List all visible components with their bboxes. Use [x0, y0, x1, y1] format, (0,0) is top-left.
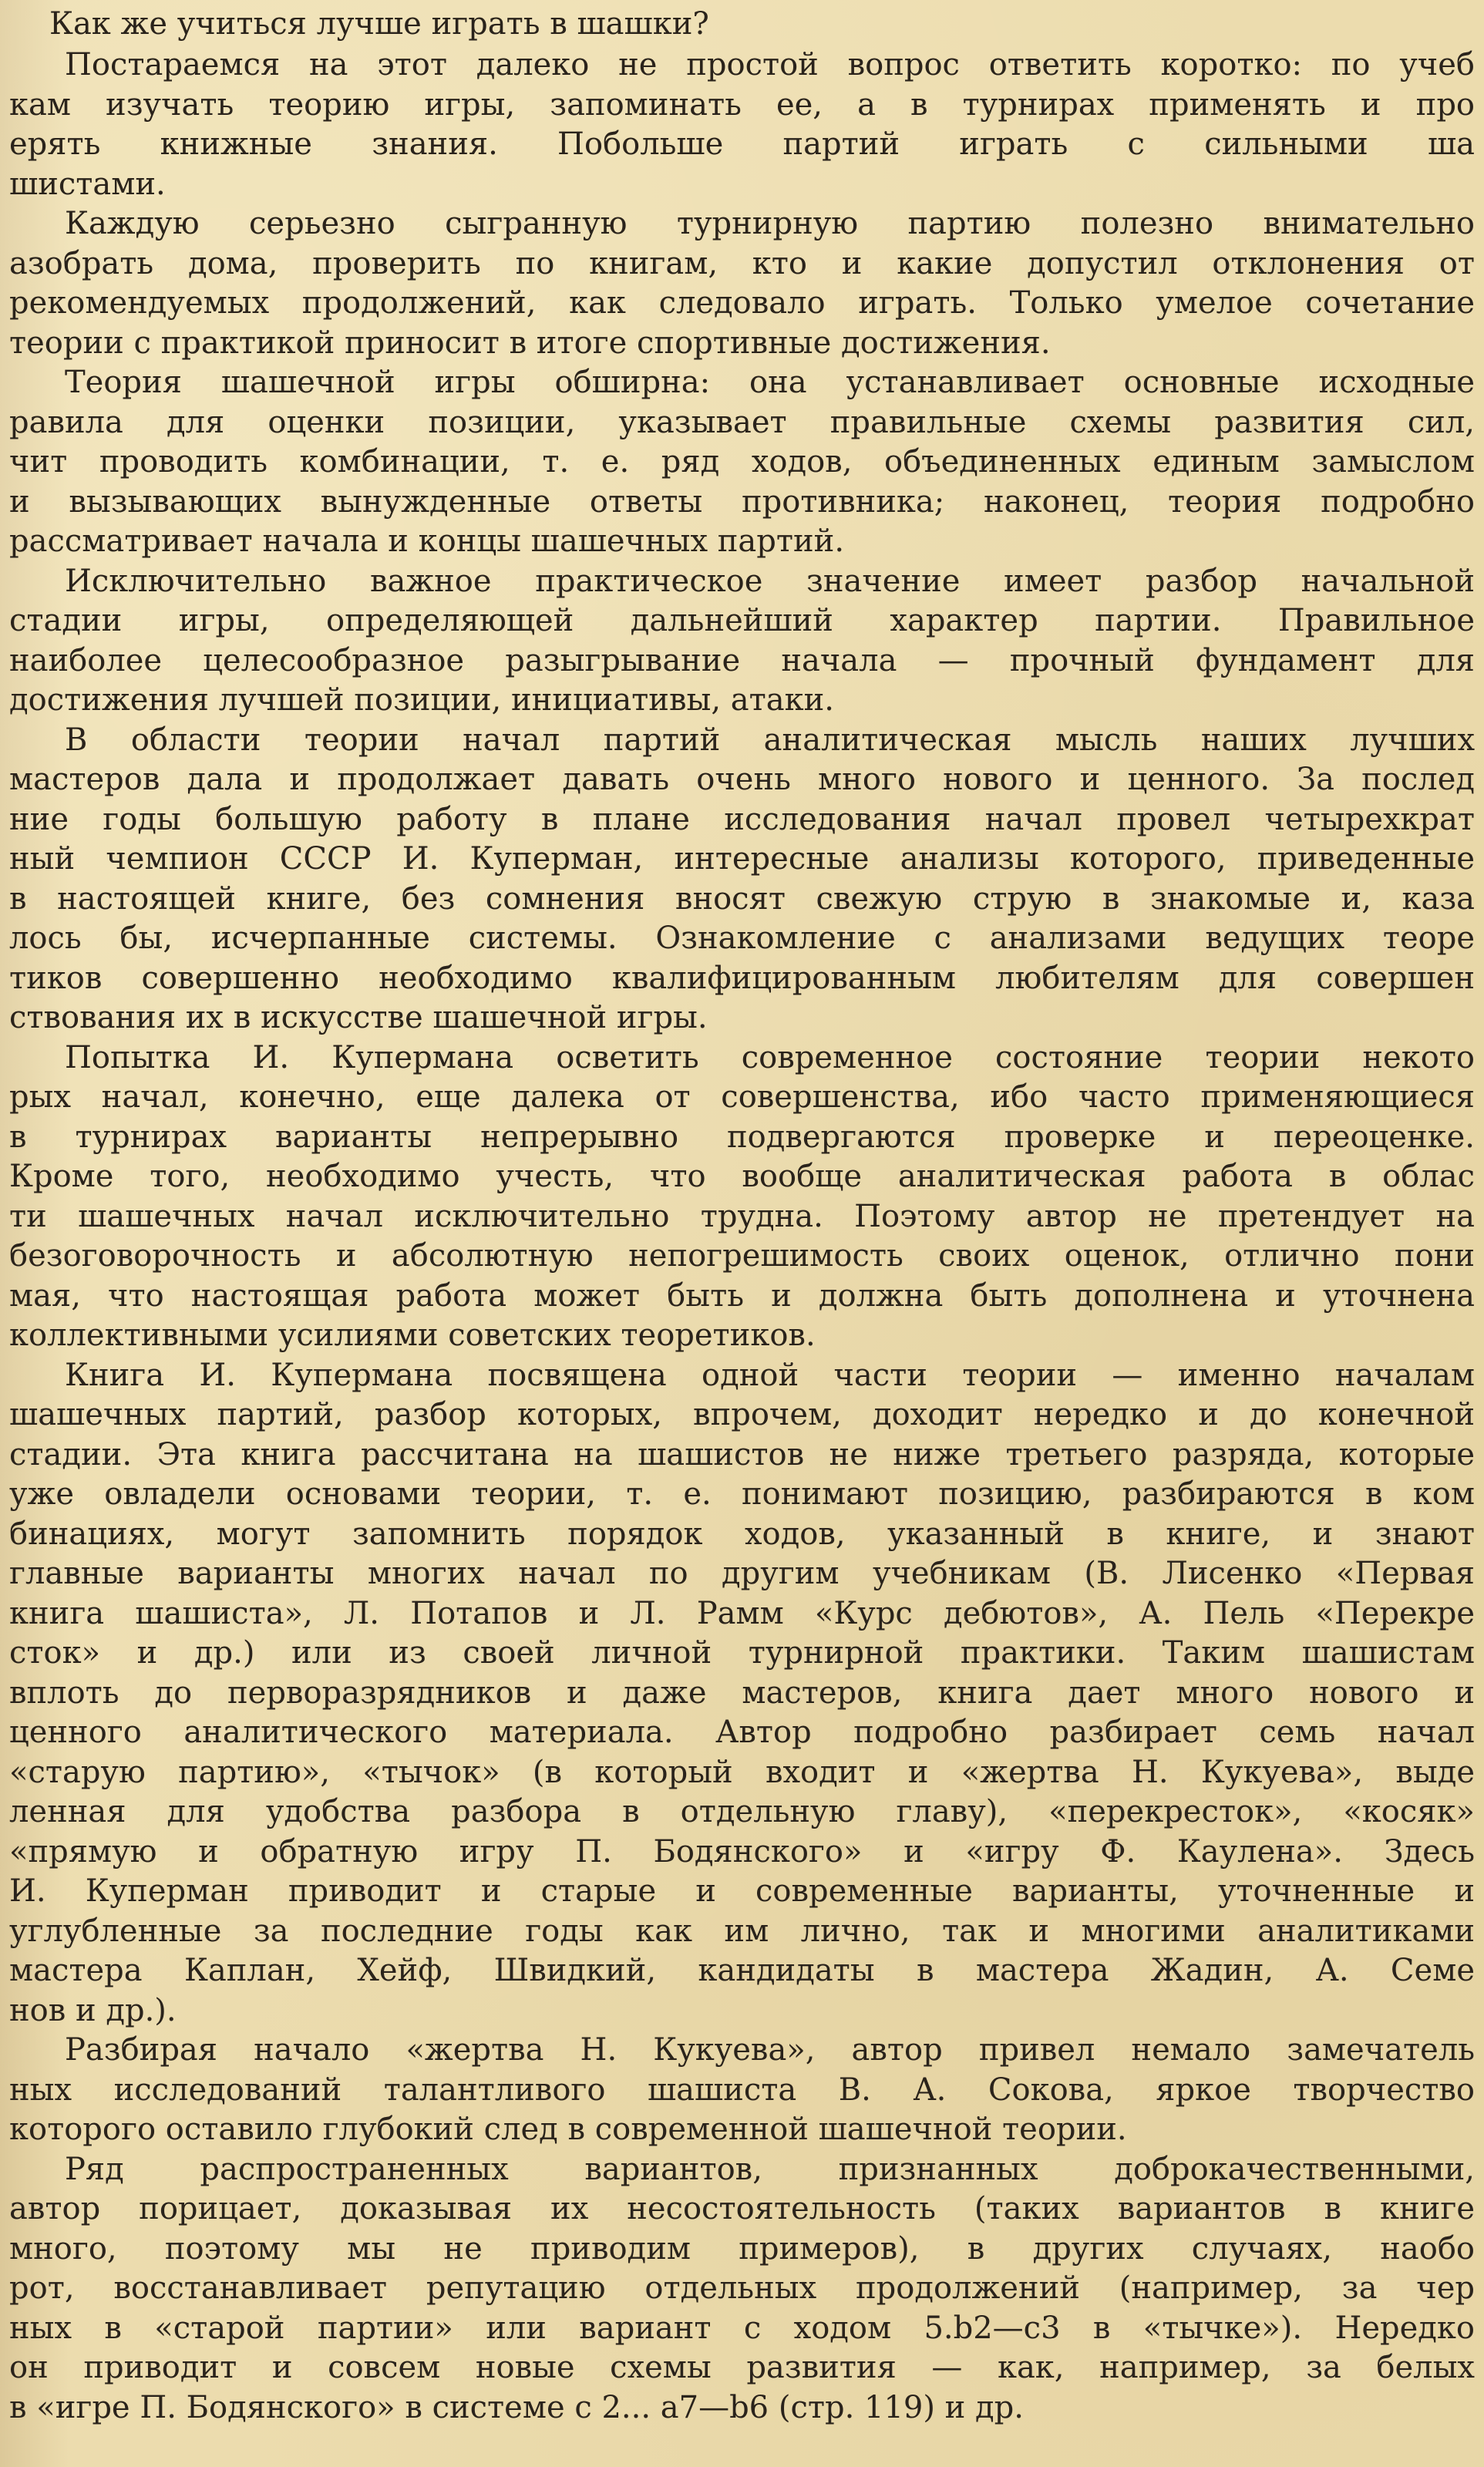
text-line: Теория шашечной игры обширна: она устанавливает основные исходные [65, 365, 1475, 400]
text-line: в «игре П. Бодянского» в системе с 2... a7—b6 (стр. 119) и др. [9, 2389, 1024, 2425]
paragraph [9, 721, 1475, 1038]
text-line: Каждую серьезно сыгранную турнирную партию полезно внимательно [65, 206, 1475, 241]
paragraph [9, 2150, 1475, 2428]
text-line: коллективными усилиями советских теоретиков. [9, 1318, 816, 1353]
paragraph [9, 45, 1475, 204]
text-line: ерять книжные знания. Побольше партий играть с сильными ша [9, 126, 1475, 162]
text-line: он приводит и совсем новые схемы развития — как, например, за белых [9, 2350, 1475, 2385]
text-line: мастера Каплан, Хейф, Швидкий, кандидаты в мастера Жадин, А. Семе [9, 1953, 1475, 1988]
text-line: ленная для удобства разбора в отдельную главу), «перекресток», «косяк» [9, 1794, 1475, 1829]
text-line: ствования их в искусстве шашечной игры. [9, 1000, 708, 1035]
text-line: стадии игры, определяющей дальнейший характер партии. Правильное [9, 603, 1475, 638]
text-line: И. Куперман приводит и старые и современные варианты, уточненные и [9, 1873, 1475, 1909]
text-line: теории с практикой приносит в итоге спортивные достижения. [9, 325, 1051, 361]
text-line: в турнирах варианты непрерывно подвергаются проверке и переоценке. [9, 1119, 1475, 1155]
text-line: Ряд распространенных вариантов, признанных доброкачественными, [65, 2151, 1475, 2187]
text-line: нов и др.). [9, 1992, 177, 2028]
text-line: которого оставило глубокий след в современной шашечной теории. [9, 2112, 1127, 2147]
text-line: Исключительно важное практическое значение имеет разбор начальной [65, 563, 1475, 599]
text-line: достижения лучшей позиции, инициативы, атаки. [9, 682, 834, 718]
page-title: Как же учиться лучше играть в шашки? [49, 6, 709, 42]
text-line: Книга И. Купермана посвящена одной части теории — именно началам [65, 1357, 1475, 1393]
text-line: и вызывающих вынужденные ответы противника; наконец, теория подробно [9, 483, 1475, 520]
text-line: рых начал, конечно, еще далека от совершенства, ибо часто применяющиеся [9, 1079, 1475, 1115]
text-line: Разбирая начало «жертва Н. Кукуева», автор привел немало замечатель [65, 2032, 1475, 2068]
text-line: Попытка И. Купермана осветить современное состояние теории некото [65, 1039, 1475, 1075]
text-line: безоговорочность и абсолютную непогрешимость своих оценок, отлично пони [9, 1238, 1475, 1274]
text-line: в настоящей книге, без сомнения вносят свежую струю в знакомые и, каза [9, 880, 1475, 917]
text-line: В области теории начал партий аналитическая мысль наших лучших [65, 722, 1475, 758]
text-line: наиболее целесообразное разыгрывание начала — прочный фундамент для [9, 642, 1475, 678]
text-line: стадии. Эта книга рассчитана на шашистов не ниже третьего разряда, которые [9, 1436, 1475, 1472]
text-line: мастеров дала и продолжает давать очень много нового и ценного. За послед [9, 762, 1475, 797]
text-line: сток» и др.) или из своей личной турнирной практики. Таким шашистам [9, 1635, 1475, 1671]
text-line: ценного аналитического материала. Автор подробно разбирает семь начал [9, 1715, 1475, 1750]
text-line: автор порицает, доказывая их несостоятельность (таких вариантов в книге [9, 2191, 1475, 2226]
text-line: главные варианты многих начал по другим учебникам (В. Лисенко «Первая [9, 1556, 1475, 1591]
text-line: рассматривает начала и концы шашечных партий. [9, 523, 845, 559]
text-line: бинациях, могут запомнить порядок ходов, указанный в книге, и знают [9, 1516, 1475, 1552]
text-line: тиков совершенно необходимо квалифицированным любителям для совершен [9, 960, 1475, 996]
text-line: много, поэтому мы не приводим примеров), в других случаях, наобо [9, 2230, 1475, 2267]
text-line: вплоть до перворазрядников и даже мастеров, книга дает много нового и [9, 1674, 1475, 1711]
paragraph [9, 1038, 1475, 1356]
text-line: рекомендуемых продолжений, как следовало играть. Только умелое сочетание [9, 285, 1475, 321]
text-line: ных исследований талантливого шашиста В. А. Сокова, яркое творчество [9, 2072, 1475, 2108]
text-line: «старую партию», «тычок» (в который входит и «жертва Н. Кукуева», выде [9, 1754, 1475, 1790]
paragraph [9, 1356, 1475, 2031]
text-line: чит проводить комбинации, т. е. ряд ходов, объединенных единым замыслом [9, 444, 1475, 480]
paragraph [9, 363, 1475, 562]
text-line: азобрать дома, проверить по книгам, кто и какие допустил отклонения от [9, 245, 1475, 281]
text-line: ти шашечных начал исключительно трудна. Поэтому автор не претендует на [9, 1198, 1475, 1234]
text-line: ный чемпион СССР И. Куперман, интересные анализы которого, приведенные [9, 841, 1475, 877]
text-line: рот, восстанавливает репутацию отдельных продолжений (например, за чер [9, 2270, 1475, 2306]
text-line: книга шашиста», Л. Потапов и Л. Рамм «Курс дебютов», А. Пель «Перекре [9, 1595, 1475, 1631]
text-line: ных в «старой партии» или вариант с ходом 5.b2—c3 в «тычке»). Нередко [9, 2310, 1475, 2346]
text-line: «прямую и обратную игру П. Бодянского» и «игру Ф. Каулена». Здесь [9, 1833, 1475, 1870]
paragraph [9, 204, 1475, 363]
text-line: шашечных партий, разбор которых, впрочем, доходит нередко и до конечной [9, 1397, 1475, 1432]
text-line: мая, что настоящая работа может быть и должна быть дополнена и уточнена [9, 1277, 1475, 1314]
text-line: углубленные за последние годы как им лично, так и многими аналитиками [9, 1913, 1475, 1949]
text-line: лось бы, исчерпанные системы. Ознакомление с анализами ведущих теоре [9, 920, 1475, 956]
text-line: Кроме того, необходимо учесть, что вообще аналитическая работа в облас [9, 1159, 1475, 1194]
text-line: ние годы большую работу в плане исследования начал провел четырехкрат [9, 801, 1475, 837]
body-text [9, 45, 1475, 2428]
text-line: уже овладели основами теории, т. е. понимают позицию, разбираются в ком [9, 1476, 1475, 1512]
text-line: равила для оценки позиции, указывает правильные схемы развития сил, [9, 404, 1475, 440]
text-line: шистами. [9, 166, 166, 202]
text-line: Постараемся на этот далеко не простой вопрос ответить коротко: по учеб [65, 47, 1475, 82]
paragraph [9, 2031, 1475, 2150]
text-line: кам изучать теорию игры, запоминать ее, а в турнирах применять и про [9, 86, 1475, 123]
paragraph [9, 562, 1475, 721]
